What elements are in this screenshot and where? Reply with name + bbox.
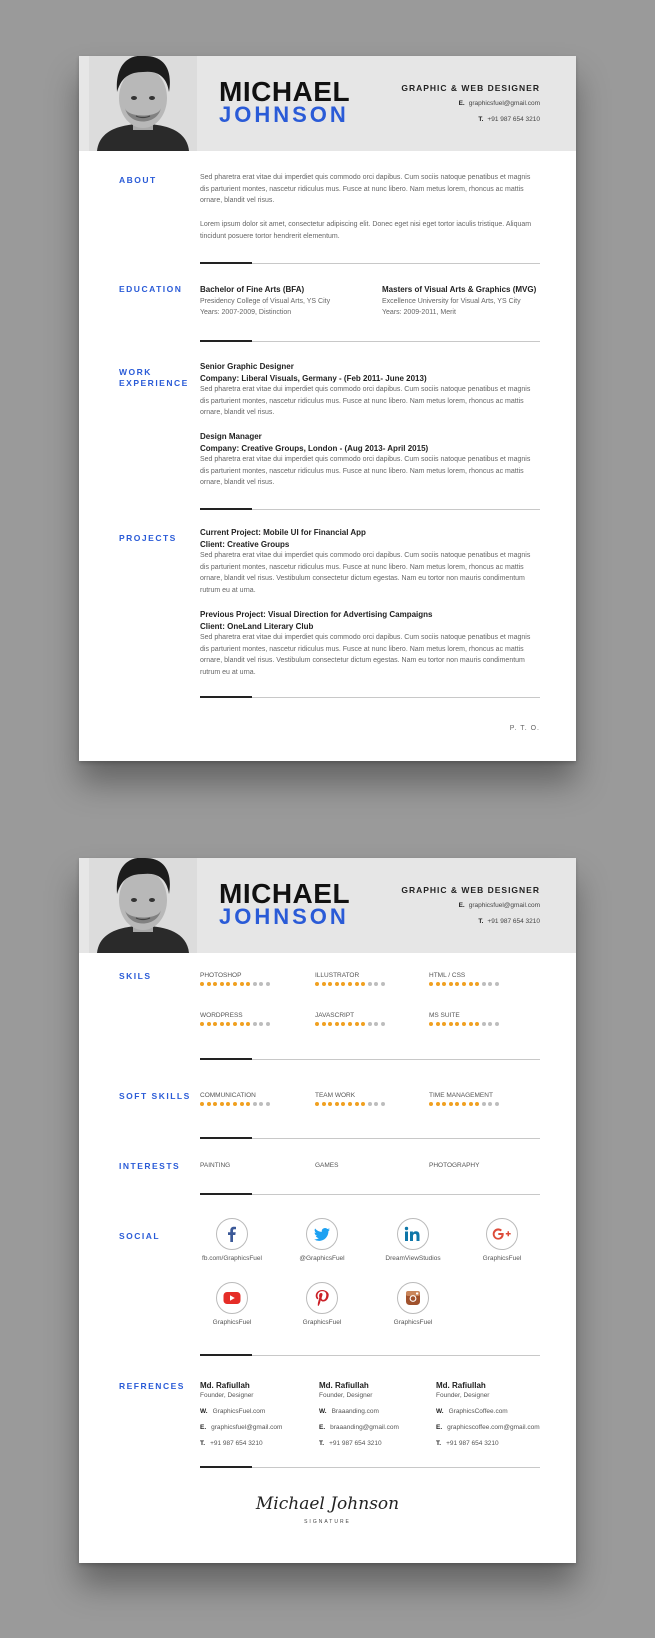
education-item xyxy=(382,284,562,318)
social-icon-circle xyxy=(397,1282,429,1314)
project-desc: Sed pharetra erat vitae dui imperdiet quis commodo orci dapibus. Cum sociis natoque penatibus et magnis dis parturient montes, nascetur ridiculus mus. Fusce at nunc libero. Nam metus lorem, rhoncus ac mattis ornare, blandit vel risus. Vestibulum consectetur dictum egestas. Nam eu tortor non mauris condimentum rutrum eu at urna. xyxy=(200,634,531,676)
section-heading-soft-skills: SOFT SKILLS xyxy=(119,1091,191,1101)
interest-item: PHOTOGRAPHY xyxy=(429,1162,480,1169)
ref-t-key: T. xyxy=(319,1440,325,1447)
rating-dot-empty xyxy=(488,1102,492,1106)
linkedin-icon xyxy=(404,1226,422,1242)
instagram-icon xyxy=(405,1290,421,1306)
rating-dot-empty xyxy=(495,1022,499,1026)
rating-dot-filled xyxy=(449,982,453,986)
google-plus-icon xyxy=(492,1227,512,1241)
reference-item xyxy=(319,1381,442,1448)
rating-dot-empty xyxy=(374,982,378,986)
reference-title: Founder, Designer xyxy=(436,1392,490,1399)
social-label: @GraphicsFuel xyxy=(299,1255,345,1262)
ref-e-key: E. xyxy=(319,1424,326,1431)
skill-item xyxy=(200,1012,310,1026)
project-title: Current Project: Mobile UI for Financial App xyxy=(200,528,366,537)
social-facebook[interactable] xyxy=(192,1218,272,1262)
rating-dot-filled xyxy=(455,1022,459,1026)
rating-dot-filled xyxy=(469,1102,473,1106)
section-heading-about: ABOUT xyxy=(119,175,157,185)
work-heading-line1: WORK xyxy=(119,367,152,377)
resume-page-1 xyxy=(79,56,576,761)
rating-dot-empty xyxy=(368,982,372,986)
rating-dot-empty xyxy=(374,1022,378,1026)
rating-dot-filled xyxy=(246,1102,250,1106)
social-icon-circle xyxy=(306,1218,338,1250)
project-client: Client: Creative Groups xyxy=(200,539,290,549)
work-company: Company: Liberal Visuals, Germany - (Feb 2011- June 2013) xyxy=(200,373,427,383)
skill-item xyxy=(429,972,539,986)
rating-dot-filled xyxy=(328,982,332,986)
skill-rating xyxy=(429,982,539,986)
work-heading-line2: EXPERIENCE xyxy=(119,378,189,388)
project-client: Client: OneLand Literary Club xyxy=(200,621,314,631)
rating-dot-filled xyxy=(213,1022,217,1026)
skill-rating xyxy=(429,1022,539,1026)
rating-dot-filled xyxy=(322,1022,326,1026)
rating-dot-filled xyxy=(348,1022,352,1026)
rating-dot-empty xyxy=(266,1102,270,1106)
social-icon-circle xyxy=(397,1218,429,1250)
rating-dot-filled xyxy=(462,1022,466,1026)
rating-dot-filled xyxy=(449,1102,453,1106)
ref-e-value: braaanding@gmail.com xyxy=(330,1424,399,1431)
education-item xyxy=(200,284,380,318)
pto-label: P. T. O. xyxy=(509,725,540,732)
reference-item xyxy=(200,1381,320,1448)
rating-dot-empty xyxy=(374,1102,378,1106)
section-divider xyxy=(200,341,540,342)
rating-dot-filled xyxy=(462,982,466,986)
rating-dot-empty xyxy=(253,982,257,986)
rating-dot-filled xyxy=(355,982,359,986)
social-google-plus[interactable] xyxy=(462,1218,542,1262)
facebook-icon xyxy=(224,1226,240,1242)
section-heading-references: REFRENCES xyxy=(119,1381,185,1391)
project-item xyxy=(200,609,540,678)
first-name: MICHAEL xyxy=(219,76,351,107)
ref-t-key: T. xyxy=(200,1440,206,1447)
rating-dot-filled xyxy=(220,1102,224,1106)
rating-dot-filled xyxy=(455,1102,459,1106)
work-company: Company: Creative Groups, London - (Aug 2013- April 2015) xyxy=(200,443,429,453)
section-divider xyxy=(200,1138,540,1139)
reference-item xyxy=(436,1381,571,1448)
first-name: MICHAEL xyxy=(219,878,351,909)
ref-w-value: GraphicsCoffee.com xyxy=(448,1408,508,1415)
last-name: JOHNSON xyxy=(219,904,349,929)
rating-dot-filled xyxy=(429,1022,433,1026)
rating-dot-filled xyxy=(475,982,479,986)
resume-header xyxy=(79,858,576,953)
skill-item xyxy=(315,972,425,986)
rating-dot-empty xyxy=(495,1102,499,1106)
work-item xyxy=(200,431,540,489)
skill-rating xyxy=(200,982,310,986)
ref-e-key: E. xyxy=(200,1424,207,1431)
section-heading-projects: PROJECTS xyxy=(119,533,177,543)
soft-skill-item xyxy=(429,1092,539,1106)
rating-dot-filled xyxy=(200,1102,204,1106)
reference-email xyxy=(200,1423,320,1432)
skill-rating xyxy=(429,1102,539,1106)
rating-dot-filled xyxy=(322,1102,326,1106)
section-heading-interests: INTERESTS xyxy=(119,1161,181,1171)
pinterest-icon xyxy=(315,1290,329,1306)
rating-dot-filled xyxy=(335,1102,339,1106)
ref-w-value: GraphicsFuel.com xyxy=(212,1408,266,1415)
interest-item: PAINTING xyxy=(200,1162,231,1169)
social-pinterest[interactable] xyxy=(282,1282,362,1326)
ref-e-value: graphicscoffee.com@gmail.com xyxy=(447,1424,540,1431)
social-label: GraphicsFuel xyxy=(212,1319,252,1326)
section-divider xyxy=(200,1355,540,1356)
rating-dot-empty xyxy=(482,1102,486,1106)
ref-t-value: +91 987 654 3210 xyxy=(329,1440,382,1447)
soft-skill-item xyxy=(200,1092,310,1106)
rating-dot-filled xyxy=(213,1102,217,1106)
rating-dot-empty xyxy=(253,1022,257,1026)
reference-phone xyxy=(436,1439,571,1448)
rating-dot-filled xyxy=(442,982,446,986)
skill-rating xyxy=(200,1102,310,1106)
rating-dot-filled xyxy=(315,982,319,986)
work-title: Design Manager xyxy=(200,432,262,441)
social-label: GraphicsFuel xyxy=(393,1319,433,1326)
email-value: graphicsfuel@gmail.com xyxy=(468,100,540,107)
social-label: GraphicsFuel xyxy=(482,1255,522,1262)
ref-w-key: W. xyxy=(200,1408,208,1415)
rating-dot-empty xyxy=(266,1022,270,1026)
rating-dot-filled xyxy=(436,1022,440,1026)
reference-phone xyxy=(319,1439,442,1448)
rating-dot-filled xyxy=(220,982,224,986)
section-divider xyxy=(200,697,540,698)
reference-name: Md. Rafiullah xyxy=(436,1381,486,1390)
education-years: Years: 2009-2011, Merit xyxy=(382,308,456,316)
signature: Michael Johnson xyxy=(255,1494,400,1514)
skill-label: MS SUITE xyxy=(429,1012,460,1019)
section-divider xyxy=(200,509,540,510)
social-twitter[interactable] xyxy=(282,1218,362,1262)
ref-w-value: Braaanding.com xyxy=(331,1408,379,1415)
section-divider xyxy=(200,1194,540,1195)
rating-dot-filled xyxy=(361,982,365,986)
rating-dot-empty xyxy=(259,982,263,986)
reference-title: Founder, Designer xyxy=(200,1392,254,1399)
social-instagram[interactable] xyxy=(373,1282,453,1326)
twitter-icon xyxy=(314,1226,330,1242)
rating-dot-empty xyxy=(488,1022,492,1026)
ref-t-value: +91 987 654 3210 xyxy=(210,1440,263,1447)
contact-email xyxy=(459,902,540,909)
education-degree: Masters of Visual Arts & Graphics (MVG) xyxy=(382,285,537,294)
skill-label: WORDPRESS xyxy=(200,1012,243,1019)
rating-dot-filled xyxy=(341,1022,345,1026)
profile-photo xyxy=(89,56,197,151)
project-title: Previous Project: Visual Direction for Advertising Campaigns xyxy=(200,610,433,619)
rating-dot-filled xyxy=(462,1102,466,1106)
soft-skill-item xyxy=(315,1092,425,1106)
rating-dot-empty xyxy=(266,982,270,986)
social-label: DreamViewStudios xyxy=(385,1255,441,1262)
rating-dot-filled xyxy=(436,982,440,986)
social-icon-circle xyxy=(306,1282,338,1314)
section-divider xyxy=(200,1467,540,1468)
ref-w-key: W. xyxy=(436,1408,444,1415)
contact-phone xyxy=(478,918,540,925)
rating-dot-filled xyxy=(322,982,326,986)
rating-dot-filled xyxy=(213,982,217,986)
work-desc: Sed pharetra erat vitae dui imperdiet quis commodo orci dapibus. Cum sociis natoque penatibus et magnis dis parturient montes, nascetur ridiculus mus. Fusce at nunc libero. Nam metus lorem, rhoncus ac mattis ornare, blandit vel risus. xyxy=(200,456,531,486)
rating-dot-filled xyxy=(315,1102,319,1106)
profile-photo xyxy=(89,858,197,953)
rating-dot-filled xyxy=(455,982,459,986)
skill-item xyxy=(315,1012,425,1026)
rating-dot-filled xyxy=(361,1022,365,1026)
rating-dot-empty xyxy=(259,1022,263,1026)
ref-t-value: +91 987 654 3210 xyxy=(446,1440,499,1447)
rating-dot-filled xyxy=(328,1102,332,1106)
rating-dot-filled xyxy=(240,1102,244,1106)
section-divider xyxy=(200,263,540,264)
rating-dot-empty xyxy=(482,1022,486,1026)
rating-dot-filled xyxy=(246,1022,250,1026)
reference-website xyxy=(319,1407,439,1416)
work-item xyxy=(200,361,540,419)
section-divider xyxy=(200,1059,540,1060)
resume-header xyxy=(79,56,576,151)
rating-dot-filled xyxy=(200,1022,204,1026)
rating-dot-filled xyxy=(348,982,352,986)
rating-dot-filled xyxy=(341,982,345,986)
interest-item: GAMES xyxy=(315,1162,339,1169)
reference-phone xyxy=(200,1439,320,1448)
rating-dot-filled xyxy=(341,1102,345,1106)
reference-name: Md. Rafiullah xyxy=(200,1381,250,1390)
rating-dot-filled xyxy=(207,982,211,986)
email-key: E. xyxy=(458,100,465,107)
skill-rating xyxy=(200,1022,310,1026)
about-text-1: Sed pharetra erat vitae dui imperdiet quis commodo orci dapibus. Cum sociis natoque penatibus et magnis dis parturient montes, nascetur ridiculus mus. Fusce at nunc libero. Nam metus lorem, rhoncus ac mattis ornare, blandit vel risus. xyxy=(200,174,531,204)
rating-dot-filled xyxy=(207,1102,211,1106)
social-icon-circle xyxy=(486,1218,518,1250)
rating-dot-filled xyxy=(315,1022,319,1026)
rating-dot-empty xyxy=(488,982,492,986)
rating-dot-filled xyxy=(233,982,237,986)
reference-name: Md. Rafiullah xyxy=(319,1381,369,1390)
rating-dot-filled xyxy=(469,1022,473,1026)
rating-dot-empty xyxy=(259,1102,263,1106)
youtube-icon xyxy=(223,1291,241,1305)
work-desc: Sed pharetra erat vitae dui imperdiet quis commodo orci dapibus. Cum sociis natoque penatibus et magnis dis parturient montes, nascetur ridiculus mus. Fusce at nunc libero. Nam metus lorem, rhoncus ac mattis ornare, blandit vel risus. xyxy=(200,386,531,416)
reference-title: Founder, Designer xyxy=(319,1392,373,1399)
rating-dot-filled xyxy=(240,982,244,986)
rating-dot-filled xyxy=(335,1022,339,1026)
section-heading-social: SOCIAL xyxy=(119,1231,161,1241)
skill-label: PHOTOSHOP xyxy=(200,972,242,979)
job-role: GRAPHIC & WEB DESIGNER xyxy=(401,885,540,895)
skill-label: TIME MANAGEMENT xyxy=(429,1092,493,1099)
ref-e-key: E. xyxy=(436,1424,443,1431)
rating-dot-filled xyxy=(429,1102,433,1106)
reference-email xyxy=(319,1423,439,1432)
rating-dot-filled xyxy=(233,1022,237,1026)
skill-rating xyxy=(315,1022,425,1026)
skill-label: HTML / CSS xyxy=(429,972,466,979)
social-youtube[interactable] xyxy=(192,1282,272,1326)
skill-label: JAVASCRIPT xyxy=(315,1012,355,1019)
rating-dot-filled xyxy=(442,1022,446,1026)
rating-dot-filled xyxy=(475,1102,479,1106)
rating-dot-empty xyxy=(368,1022,372,1026)
rating-dot-filled xyxy=(240,1022,244,1026)
rating-dot-filled xyxy=(335,982,339,986)
social-linkedin[interactable] xyxy=(373,1218,453,1262)
skill-label: TEAM WORK xyxy=(315,1092,356,1099)
education-years: Years: 2007-2009, Distinction xyxy=(200,308,292,316)
rating-dot-empty xyxy=(253,1102,257,1106)
rating-dot-filled xyxy=(475,1022,479,1026)
phone-key: T. xyxy=(478,918,484,925)
phone-value: +91 987 654 3210 xyxy=(487,918,540,925)
skill-label: COMMUNICATION xyxy=(200,1092,256,1099)
social-icon-circle xyxy=(216,1282,248,1314)
last-name: JOHNSON xyxy=(219,102,349,127)
section-heading-education: EDUCATION xyxy=(119,284,183,294)
rating-dot-empty xyxy=(482,982,486,986)
work-title: Senior Graphic Designer xyxy=(200,362,294,371)
rating-dot-filled xyxy=(355,1102,359,1106)
rating-dot-filled xyxy=(469,982,473,986)
rating-dot-filled xyxy=(200,982,204,986)
rating-dot-filled xyxy=(361,1102,365,1106)
reference-website xyxy=(436,1407,571,1416)
education-degree: Bachelor of Fine Arts (BFA) xyxy=(200,285,305,294)
skill-item xyxy=(429,1012,539,1026)
skill-item xyxy=(200,972,310,986)
phone-value: +91 987 654 3210 xyxy=(487,116,540,123)
rating-dot-filled xyxy=(328,1022,332,1026)
email-value: graphicsfuel@gmail.com xyxy=(468,902,540,909)
rating-dot-empty xyxy=(381,1102,385,1106)
rating-dot-filled xyxy=(348,1102,352,1106)
project-item xyxy=(200,527,540,596)
social-icon-circle xyxy=(216,1218,248,1250)
section-heading-work xyxy=(119,367,189,389)
rating-dot-empty xyxy=(381,982,385,986)
reference-email xyxy=(436,1423,571,1432)
education-school: Excellence University for Visual Arts, YS City xyxy=(382,297,521,305)
about-text-2: Lorem ipsum dolor sit amet, consectetur adipiscing elit. Donec eget nisi eget tortor iaculis tristique. Aliquam tincidunt posuere tortor hendrerit elementum. xyxy=(200,221,532,240)
ref-t-key: T. xyxy=(436,1440,442,1447)
rating-dot-filled xyxy=(449,1022,453,1026)
rating-dot-filled xyxy=(429,982,433,986)
rating-dot-filled xyxy=(233,1102,237,1106)
rating-dot-filled xyxy=(442,1102,446,1106)
contact-email xyxy=(459,100,540,107)
rating-dot-filled xyxy=(220,1022,224,1026)
rating-dot-filled xyxy=(355,1022,359,1026)
reference-website xyxy=(200,1407,320,1416)
rating-dot-filled xyxy=(436,1102,440,1106)
rating-dot-empty xyxy=(368,1102,372,1106)
skill-rating xyxy=(315,1102,425,1106)
signature-label: SIGNATURE xyxy=(304,1519,351,1525)
section-heading-skills: SKILS xyxy=(119,971,152,981)
rating-dot-filled xyxy=(226,1102,230,1106)
rating-dot-empty xyxy=(381,1022,385,1026)
rating-dot-empty xyxy=(495,982,499,986)
rating-dot-filled xyxy=(246,982,250,986)
social-label: GraphicsFuel xyxy=(302,1319,342,1326)
skill-rating xyxy=(315,982,425,986)
email-key: E. xyxy=(458,902,465,909)
social-label: fb.com/GraphicsFuel xyxy=(202,1255,262,1262)
resume-page-2 xyxy=(79,858,576,1563)
project-desc: Sed pharetra erat vitae dui imperdiet quis commodo orci dapibus. Cum sociis natoque penatibus et magnis dis parturient montes, nascetur ridiculus mus. Fusce at nunc libero. Nam metus lorem, rhoncus ac mattis ornare, blandit vel risus. Vestibulum consectetur dictum egestas. Nam eu tortor non mauris condimentum rutrum eu at urna. xyxy=(200,552,531,594)
rating-dot-filled xyxy=(226,1022,230,1026)
phone-key: T. xyxy=(478,116,484,123)
ref-w-key: W. xyxy=(319,1408,327,1415)
education-school: Presidency College of Visual Arts, YS City xyxy=(200,297,331,305)
rating-dot-filled xyxy=(207,1022,211,1026)
rating-dot-filled xyxy=(226,982,230,986)
job-role: GRAPHIC & WEB DESIGNER xyxy=(401,83,540,93)
skill-label: ILLUSTRATOR xyxy=(315,972,360,979)
ref-e-value: graphicsfuel@gmail.com xyxy=(211,1424,283,1431)
contact-phone xyxy=(478,116,540,123)
